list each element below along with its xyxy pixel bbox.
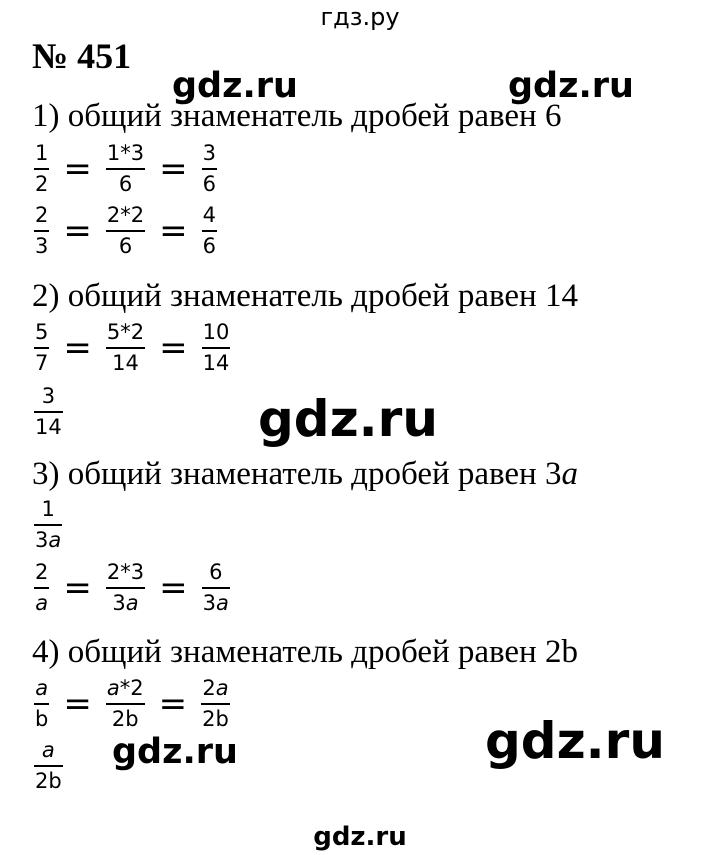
part-4-heading: 4) общий знаменатель дробей равен 2b [32, 634, 578, 670]
numerator: 10 [202, 320, 230, 344]
denominator: b [35, 707, 49, 731]
fraction [32, 560, 51, 615]
denominator: 7 [35, 351, 49, 375]
fraction-bar [106, 703, 145, 705]
fraction-bar [34, 168, 49, 170]
fraction-bar [106, 587, 145, 589]
watermark: gdz.ru [258, 390, 438, 448]
fraction [200, 203, 219, 258]
problem-number: № 451 [32, 36, 132, 76]
denominator: 6 [202, 172, 216, 196]
fraction-bar [34, 524, 62, 526]
fraction [200, 320, 233, 375]
numerator: 2*3 [106, 560, 145, 584]
equals-sign: = [159, 327, 188, 368]
denominator: 3a [112, 591, 139, 615]
numerator: 4 [202, 203, 216, 227]
equals-sign: = [63, 567, 92, 608]
numerator: 1 [41, 497, 55, 521]
fraction-bar [202, 230, 217, 232]
numerator: 5*2 [106, 320, 145, 344]
equals-sign: = [63, 210, 92, 251]
fraction-bar [202, 347, 231, 349]
equals-sign: = [159, 567, 188, 608]
watermark: gdz.ru [508, 66, 634, 106]
fraction-bar [34, 411, 63, 413]
denominator: 3 [35, 234, 49, 258]
fraction-bar [201, 703, 230, 705]
fraction [32, 676, 51, 731]
equation [32, 203, 219, 258]
equation [32, 738, 65, 793]
denominator: 2b [35, 769, 62, 793]
fraction [32, 320, 51, 375]
fraction [104, 141, 147, 196]
numerator: 2*2 [106, 203, 145, 227]
fraction [104, 320, 147, 375]
numerator: 3 [41, 384, 56, 408]
equation [32, 384, 65, 439]
equals-sign: = [63, 683, 92, 724]
fraction-bar [34, 703, 49, 705]
equation [32, 141, 219, 196]
site-header: гдз.ру [320, 3, 400, 31]
fraction [32, 203, 51, 258]
denominator: 6 [118, 234, 133, 258]
equals-sign: = [159, 148, 188, 189]
watermark: gdz.ru [172, 66, 298, 106]
site-footer: gdz.ru [313, 822, 407, 852]
numerator: 6 [209, 560, 223, 584]
numerator: a*2 [106, 676, 144, 700]
denominator: 3a [35, 528, 62, 552]
denominator: 14 [202, 351, 230, 375]
fraction [32, 141, 51, 196]
numerator: 5 [35, 320, 49, 344]
denominator: 14 [35, 415, 62, 439]
fraction [200, 141, 219, 196]
equation [32, 560, 232, 615]
variable-a: a [561, 456, 578, 492]
equation [32, 497, 64, 552]
denominator: 6 [202, 234, 216, 258]
numerator: 2a [202, 676, 229, 700]
part-1-heading: 1) общий знаменатель дробей равен 6 [32, 98, 562, 134]
fraction-bar [34, 587, 49, 589]
denominator: 2b [202, 707, 229, 731]
equation [32, 320, 232, 375]
fraction [104, 560, 147, 615]
fraction [104, 676, 147, 731]
denominator: 3a [202, 591, 229, 615]
equals-sign: = [158, 683, 188, 724]
fraction-bar [202, 587, 230, 589]
fraction [199, 676, 232, 731]
denominator: 2b [111, 707, 139, 731]
fraction [32, 384, 65, 439]
fraction-bar [34, 765, 63, 767]
numerator: 1 [35, 141, 49, 165]
equals-sign: = [159, 210, 188, 251]
fraction-bar [106, 168, 145, 170]
numerator: 2 [35, 560, 49, 584]
fraction-bar [106, 230, 145, 232]
fraction-bar [34, 230, 49, 232]
fraction-bar [34, 347, 49, 349]
fraction-bar [106, 347, 145, 349]
numerator: 3 [202, 141, 216, 165]
part-3-heading: 3) общий знаменатель дробей равен 3a [32, 456, 578, 492]
fraction [200, 560, 232, 615]
fraction [32, 497, 64, 552]
fraction [32, 738, 65, 793]
equals-sign: = [63, 148, 92, 189]
equals-sign: = [63, 327, 92, 368]
numerator: 1*3 [106, 141, 145, 165]
denominator: a [35, 591, 49, 615]
watermark: gdz.ru [112, 732, 238, 772]
numerator: a [41, 738, 55, 762]
fraction [104, 203, 147, 258]
denominator: 14 [112, 351, 139, 375]
numerator: 2 [35, 203, 49, 227]
denominator: 6 [118, 172, 133, 196]
watermark: gdz.ru [485, 712, 665, 770]
fraction-bar [202, 168, 217, 170]
numerator: a [35, 676, 49, 700]
part-2-heading: 2) общий знаменатель дробей равен 14 [32, 278, 578, 314]
equation [32, 676, 232, 731]
denominator: 2 [35, 172, 49, 196]
